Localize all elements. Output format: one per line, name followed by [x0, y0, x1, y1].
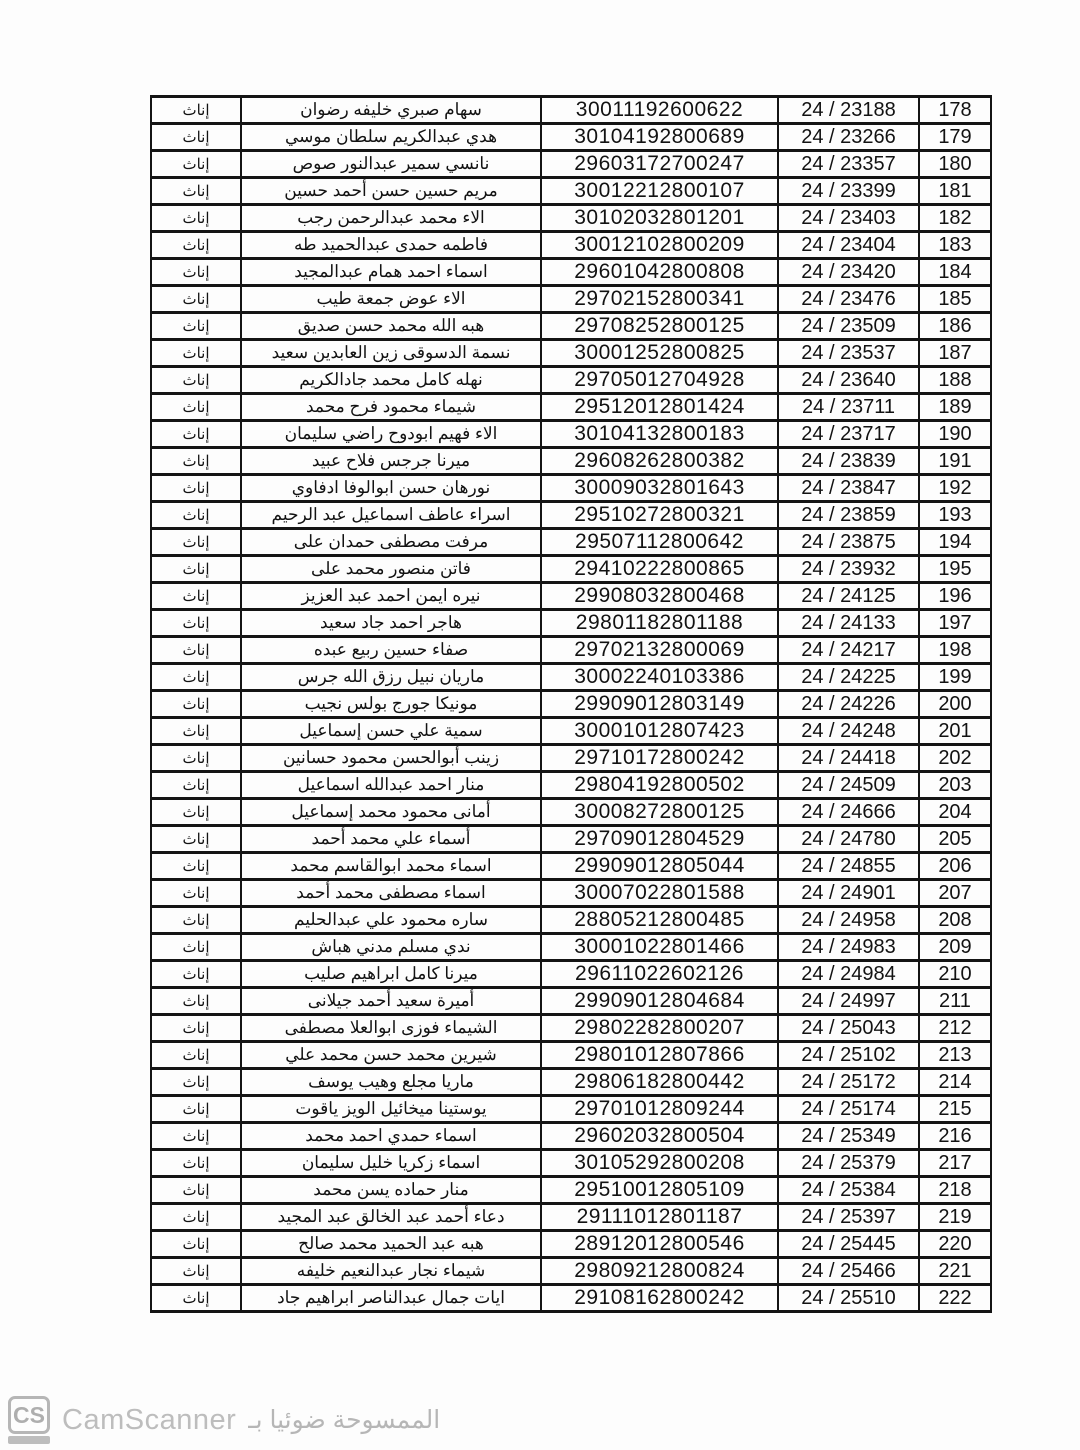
table-row	[151, 988, 991, 1015]
gender-cell: إناث	[151, 637, 241, 664]
table-row	[151, 1015, 991, 1042]
camscanner-logo-icon	[8, 1396, 50, 1444]
name-cell: هبه الله محمد حسن صديق	[241, 313, 541, 340]
case-number-cell: 24 / 24958	[778, 907, 919, 934]
name-cell: فاطمه حمدى عبدالحميد طه	[241, 232, 541, 259]
case-number-cell: 24 / 25349	[778, 1123, 919, 1150]
serial-number-cell: 205	[919, 826, 991, 853]
case-number-cell: 24 / 24248	[778, 718, 919, 745]
table-row	[151, 610, 991, 637]
gender-cell: إناث	[151, 340, 241, 367]
table-row	[151, 772, 991, 799]
serial-number-cell: 198	[919, 637, 991, 664]
national-id-cell: 29705012704928	[541, 367, 778, 394]
gender-cell: إناث	[151, 961, 241, 988]
table-row	[151, 934, 991, 961]
table-row	[151, 1042, 991, 1069]
gender-cell: إناث	[151, 880, 241, 907]
table-row	[151, 799, 991, 826]
national-id-cell: 28912012800546	[541, 1231, 778, 1258]
name-cell: اسماء محمد ابوالقاسم محمد	[241, 853, 541, 880]
table-row	[151, 1069, 991, 1096]
gender-cell: إناث	[151, 205, 241, 232]
national-id-cell: 30001252800825	[541, 340, 778, 367]
case-number-cell: 24 / 23717	[778, 421, 919, 448]
national-id-cell: 29108162800242	[541, 1285, 778, 1312]
national-id-cell: 29603172700247	[541, 151, 778, 178]
case-number-cell: 24 / 23875	[778, 529, 919, 556]
serial-number-cell: 185	[919, 286, 991, 313]
national-id-cell: 30001012807423	[541, 718, 778, 745]
gender-cell: إناث	[151, 1096, 241, 1123]
case-number-cell: 24 / 24901	[778, 880, 919, 907]
serial-number-cell: 197	[919, 610, 991, 637]
table-row	[151, 961, 991, 988]
name-cell: الاء محمد عبدالرحمن رجب	[241, 205, 541, 232]
name-cell: ندي مسلم مدني هباش	[241, 934, 541, 961]
serial-number-cell: 186	[919, 313, 991, 340]
serial-number-cell: 209	[919, 934, 991, 961]
case-number-cell: 24 / 23357	[778, 151, 919, 178]
gender-cell: إناث	[151, 151, 241, 178]
case-number-cell: 24 / 24997	[778, 988, 919, 1015]
gender-cell: إناث	[151, 367, 241, 394]
name-cell: نانسي سمير عبدالنور صوص	[241, 151, 541, 178]
national-id-cell: 28805212800485	[541, 907, 778, 934]
name-cell: صفاء حسين ربيع عبده	[241, 637, 541, 664]
serial-number-cell: 191	[919, 448, 991, 475]
national-id-cell: 29709012804529	[541, 826, 778, 853]
table-row	[151, 178, 991, 205]
gender-cell: إناث	[151, 1123, 241, 1150]
name-cell: مريم حسين حسن أحمد حسين	[241, 178, 541, 205]
national-id-cell: 29611022602126	[541, 961, 778, 988]
gender-cell: إناث	[151, 124, 241, 151]
case-number-cell: 24 / 23859	[778, 502, 919, 529]
national-id-cell: 29908032800468	[541, 583, 778, 610]
case-number-cell: 24 / 23847	[778, 475, 919, 502]
national-id-cell: 30007022801588	[541, 880, 778, 907]
table-row	[151, 205, 991, 232]
gender-cell: إناث	[151, 97, 241, 124]
name-cell: الشيماء فوزى ابوالعلا مصطفى	[241, 1015, 541, 1042]
case-number-cell: 24 / 25172	[778, 1069, 919, 1096]
national-id-cell: 29710172800242	[541, 745, 778, 772]
case-number-cell: 24 / 24226	[778, 691, 919, 718]
name-cell: شيماء محمود فرح محمد	[241, 394, 541, 421]
national-id-cell: 29410222800865	[541, 556, 778, 583]
serial-number-cell: 217	[919, 1150, 991, 1177]
national-id-cell: 29602032800504	[541, 1123, 778, 1150]
serial-number-cell: 192	[919, 475, 991, 502]
serial-number-cell: 210	[919, 961, 991, 988]
national-id-cell: 29701012809244	[541, 1096, 778, 1123]
gender-cell: إناث	[151, 259, 241, 286]
case-number-cell: 24 / 23266	[778, 124, 919, 151]
case-number-cell: 24 / 24983	[778, 934, 919, 961]
case-number-cell: 24 / 23188	[778, 97, 919, 124]
gender-cell: إناث	[151, 1015, 241, 1042]
case-number-cell: 24 / 24780	[778, 826, 919, 853]
records-table-body	[151, 97, 991, 1312]
case-number-cell: 24 / 24509	[778, 772, 919, 799]
gender-cell: إناث	[151, 1285, 241, 1312]
name-cell: منار حماده يسن محمد	[241, 1177, 541, 1204]
table-row	[151, 691, 991, 718]
national-id-cell: 29507112800642	[541, 529, 778, 556]
serial-number-cell: 182	[919, 205, 991, 232]
national-id-cell: 30002240103386	[541, 664, 778, 691]
serial-number-cell: 211	[919, 988, 991, 1015]
case-number-cell: 24 / 24125	[778, 583, 919, 610]
serial-number-cell: 179	[919, 124, 991, 151]
case-number-cell: 24 / 25397	[778, 1204, 919, 1231]
table-row	[151, 448, 991, 475]
national-id-cell: 29802282800207	[541, 1015, 778, 1042]
gender-cell: إناث	[151, 1150, 241, 1177]
table-row	[151, 475, 991, 502]
name-cell: اسماء حمدي احمد محمد	[241, 1123, 541, 1150]
name-cell: سهام صبري خليفه رضوان	[241, 97, 541, 124]
serial-number-cell: 214	[919, 1069, 991, 1096]
table-row	[151, 637, 991, 664]
case-number-cell: 24 / 25510	[778, 1285, 919, 1312]
table-row	[151, 151, 991, 178]
serial-number-cell: 202	[919, 745, 991, 772]
camscanner-watermark	[8, 1396, 440, 1444]
case-number-cell: 24 / 25445	[778, 1231, 919, 1258]
gender-cell: إناث	[151, 529, 241, 556]
national-id-cell: 30105292800208	[541, 1150, 778, 1177]
gender-cell: إناث	[151, 556, 241, 583]
name-cell: شيماء نجار عبدالنعيم خليفه	[241, 1258, 541, 1285]
national-id-cell: 29702152800341	[541, 286, 778, 313]
name-cell: سمية علي حسن إسماعيل	[241, 718, 541, 745]
name-cell: ميرنا جرجس فلاح عبيد	[241, 448, 541, 475]
name-cell: هدي عبدالكريم سلطان موسي	[241, 124, 541, 151]
serial-number-cell: 213	[919, 1042, 991, 1069]
national-id-cell: 30104132800183	[541, 421, 778, 448]
gender-cell: إناث	[151, 799, 241, 826]
national-id-cell: 30104192800689	[541, 124, 778, 151]
case-number-cell: 24 / 24855	[778, 853, 919, 880]
national-id-cell: 29510012805109	[541, 1177, 778, 1204]
name-cell: نهله كامل محمد جادالكريم	[241, 367, 541, 394]
serial-number-cell: 206	[919, 853, 991, 880]
table-row	[151, 664, 991, 691]
serial-number-cell: 208	[919, 907, 991, 934]
national-id-cell: 30001022801466	[541, 934, 778, 961]
case-number-cell: 24 / 23403	[778, 205, 919, 232]
table-row	[151, 367, 991, 394]
case-number-cell: 24 / 24133	[778, 610, 919, 637]
table-row	[151, 340, 991, 367]
gender-cell: إناث	[151, 664, 241, 691]
watermark-arabic-caption: الممسوحة ضوئيا بـ	[248, 1406, 441, 1434]
gender-cell: إناث	[151, 988, 241, 1015]
serial-number-cell: 196	[919, 583, 991, 610]
serial-number-cell: 190	[919, 421, 991, 448]
table-row	[151, 1285, 991, 1312]
serial-number-cell: 207	[919, 880, 991, 907]
national-id-cell: 30008272800125	[541, 799, 778, 826]
serial-number-cell: 215	[919, 1096, 991, 1123]
gender-cell: إناث	[151, 178, 241, 205]
case-number-cell: 24 / 23932	[778, 556, 919, 583]
serial-number-cell: 216	[919, 1123, 991, 1150]
name-cell: أسماء علي محمد أحمد	[241, 826, 541, 853]
table-row	[151, 286, 991, 313]
table-row	[151, 907, 991, 934]
national-id-cell: 29809212800824	[541, 1258, 778, 1285]
national-id-cell: 29702132800069	[541, 637, 778, 664]
national-id-cell: 29909012803149	[541, 691, 778, 718]
table-row	[151, 826, 991, 853]
table-row	[151, 1258, 991, 1285]
serial-number-cell: 178	[919, 97, 991, 124]
name-cell: ايات جمال عبدالناصر ابراهيم جاد	[241, 1285, 541, 1312]
records-table	[150, 95, 992, 1313]
gender-cell: إناث	[151, 232, 241, 259]
serial-number-cell: 200	[919, 691, 991, 718]
national-id-cell: 29512012801424	[541, 394, 778, 421]
serial-number-cell: 189	[919, 394, 991, 421]
table-row	[151, 232, 991, 259]
gender-cell: إناث	[151, 1069, 241, 1096]
serial-number-cell: 180	[919, 151, 991, 178]
case-number-cell: 24 / 23404	[778, 232, 919, 259]
name-cell: اسماء مصطفى محمد أحمد	[241, 880, 541, 907]
serial-number-cell: 193	[919, 502, 991, 529]
national-id-cell: 30011192600622	[541, 97, 778, 124]
case-number-cell: 24 / 24984	[778, 961, 919, 988]
table-row	[151, 1123, 991, 1150]
gender-cell: إناث	[151, 934, 241, 961]
case-number-cell: 24 / 23711	[778, 394, 919, 421]
serial-number-cell: 187	[919, 340, 991, 367]
national-id-cell: 30009032801643	[541, 475, 778, 502]
gender-cell: إناث	[151, 718, 241, 745]
gender-cell: إناث	[151, 745, 241, 772]
case-number-cell: 24 / 23509	[778, 313, 919, 340]
case-number-cell: 24 / 23839	[778, 448, 919, 475]
name-cell: نيره ايمن احمد عبد العزيز	[241, 583, 541, 610]
name-cell: اسراء عاطف اسماعيل عبد الرحيم	[241, 502, 541, 529]
serial-number-cell: 199	[919, 664, 991, 691]
national-id-cell: 29804192800502	[541, 772, 778, 799]
table-row	[151, 1150, 991, 1177]
case-number-cell: 24 / 24217	[778, 637, 919, 664]
name-cell: مرفت مصطفى حمدان على	[241, 529, 541, 556]
table-row	[151, 1231, 991, 1258]
gender-cell: إناث	[151, 313, 241, 340]
serial-number-cell: 184	[919, 259, 991, 286]
table-row	[151, 394, 991, 421]
table-row	[151, 853, 991, 880]
serial-number-cell: 204	[919, 799, 991, 826]
case-number-cell: 24 / 24225	[778, 664, 919, 691]
national-id-cell: 29111012801187	[541, 1204, 778, 1231]
gender-cell: إناث	[151, 502, 241, 529]
serial-number-cell: 181	[919, 178, 991, 205]
national-id-cell: 29601042800808	[541, 259, 778, 286]
case-number-cell: 24 / 25102	[778, 1042, 919, 1069]
serial-number-cell: 222	[919, 1285, 991, 1312]
camscanner-logo-bar	[8, 1436, 50, 1444]
serial-number-cell: 219	[919, 1204, 991, 1231]
case-number-cell: 24 / 24418	[778, 745, 919, 772]
gender-cell: إناث	[151, 1258, 241, 1285]
national-id-cell: 30012102800209	[541, 232, 778, 259]
table-row	[151, 97, 991, 124]
name-cell: نسمة الدسوقى زين العابدين سعيد	[241, 340, 541, 367]
table-row	[151, 421, 991, 448]
case-number-cell: 24 / 25466	[778, 1258, 919, 1285]
case-number-cell: 24 / 24666	[778, 799, 919, 826]
name-cell: الاء عوض جمعة طيب	[241, 286, 541, 313]
name-cell: اسماء زكريا خليل سليمان	[241, 1150, 541, 1177]
national-id-cell: 29708252800125	[541, 313, 778, 340]
gender-cell: إناث	[151, 475, 241, 502]
table-row	[151, 718, 991, 745]
national-id-cell: 30012212800107	[541, 178, 778, 205]
gender-cell: إناث	[151, 1204, 241, 1231]
name-cell: الاء فهيم ابودوح راضي سليمان	[241, 421, 541, 448]
name-cell: اسماء احمد همام عبدالمجيد	[241, 259, 541, 286]
table-row	[151, 880, 991, 907]
table-row	[151, 1204, 991, 1231]
national-id-cell: 29806182800442	[541, 1069, 778, 1096]
gender-cell: إناث	[151, 907, 241, 934]
table-row	[151, 124, 991, 151]
camscanner-brand-label: CamScanner	[62, 1403, 237, 1436]
case-number-cell: 24 / 25174	[778, 1096, 919, 1123]
name-cell: هاجر احمد جاد سعيد	[241, 610, 541, 637]
gender-cell: إناث	[151, 691, 241, 718]
serial-number-cell: 203	[919, 772, 991, 799]
case-number-cell: 24 / 25379	[778, 1150, 919, 1177]
serial-number-cell: 188	[919, 367, 991, 394]
table-row	[151, 745, 991, 772]
gender-cell: إناث	[151, 1042, 241, 1069]
name-cell: فاتن منصور محمد على	[241, 556, 541, 583]
name-cell: أمانى محمود محمد إسماعيل	[241, 799, 541, 826]
table-row	[151, 502, 991, 529]
national-id-cell: 29510272800321	[541, 502, 778, 529]
gender-cell: إناث	[151, 853, 241, 880]
gender-cell: إناث	[151, 448, 241, 475]
gender-cell: إناث	[151, 826, 241, 853]
serial-number-cell: 183	[919, 232, 991, 259]
gender-cell: إناث	[151, 1231, 241, 1258]
name-cell: ماريان نبيل رزق الله جرس	[241, 664, 541, 691]
table-row	[151, 259, 991, 286]
case-number-cell: 24 / 25043	[778, 1015, 919, 1042]
gender-cell: إناث	[151, 286, 241, 313]
serial-number-cell: 220	[919, 1231, 991, 1258]
gender-cell: إناث	[151, 421, 241, 448]
serial-number-cell: 195	[919, 556, 991, 583]
gender-cell: إناث	[151, 394, 241, 421]
table-row	[151, 313, 991, 340]
serial-number-cell: 201	[919, 718, 991, 745]
name-cell: منار احمد عبدالله اسماعيل	[241, 772, 541, 799]
national-id-cell: 29909012804684	[541, 988, 778, 1015]
national-id-cell: 30102032801201	[541, 205, 778, 232]
national-id-cell: 29909012805044	[541, 853, 778, 880]
name-cell: ساره محمود علي عبدالحليم	[241, 907, 541, 934]
name-cell: دعاء أحمد عبد الخالق عبد المجيد	[241, 1204, 541, 1231]
gender-cell: إناث	[151, 583, 241, 610]
name-cell: زينب أبوالحسن محمود حسانين	[241, 745, 541, 772]
name-cell: ماريا مجلع وهيب يوسف	[241, 1069, 541, 1096]
serial-number-cell: 218	[919, 1177, 991, 1204]
table-row	[151, 1096, 991, 1123]
gender-cell: إناث	[151, 610, 241, 637]
serial-number-cell: 212	[919, 1015, 991, 1042]
national-id-cell: 29608262800382	[541, 448, 778, 475]
national-id-cell: 29801012807866	[541, 1042, 778, 1069]
case-number-cell: 24 / 23640	[778, 367, 919, 394]
name-cell: يوستينا ميخائيل الويز ياقوت	[241, 1096, 541, 1123]
gender-cell: إناث	[151, 1177, 241, 1204]
name-cell: ميرنا كامل ابراهيم صليب	[241, 961, 541, 988]
case-number-cell: 24 / 23476	[778, 286, 919, 313]
table-row	[151, 583, 991, 610]
serial-number-cell: 221	[919, 1258, 991, 1285]
case-number-cell: 24 / 23420	[778, 259, 919, 286]
table-row	[151, 556, 991, 583]
name-cell: أميرة سعيد أحمد جيلانى	[241, 988, 541, 1015]
gender-cell: إناث	[151, 772, 241, 799]
name-cell: هبه عبد الحميد محمد صالح	[241, 1231, 541, 1258]
name-cell: نورهان حسن ابوالوفا ادفاوي	[241, 475, 541, 502]
serial-number-cell: 194	[919, 529, 991, 556]
case-number-cell: 24 / 23399	[778, 178, 919, 205]
name-cell: شيرين محمد حسن محمد علي	[241, 1042, 541, 1069]
national-id-cell: 29801182801188	[541, 610, 778, 637]
table-row	[151, 529, 991, 556]
case-number-cell: 24 / 23537	[778, 340, 919, 367]
name-cell: مونيكا جورج بولس نجيب	[241, 691, 541, 718]
case-number-cell: 24 / 25384	[778, 1177, 919, 1204]
camscanner-logo-text: CS	[8, 1396, 50, 1434]
table-row	[151, 1177, 991, 1204]
